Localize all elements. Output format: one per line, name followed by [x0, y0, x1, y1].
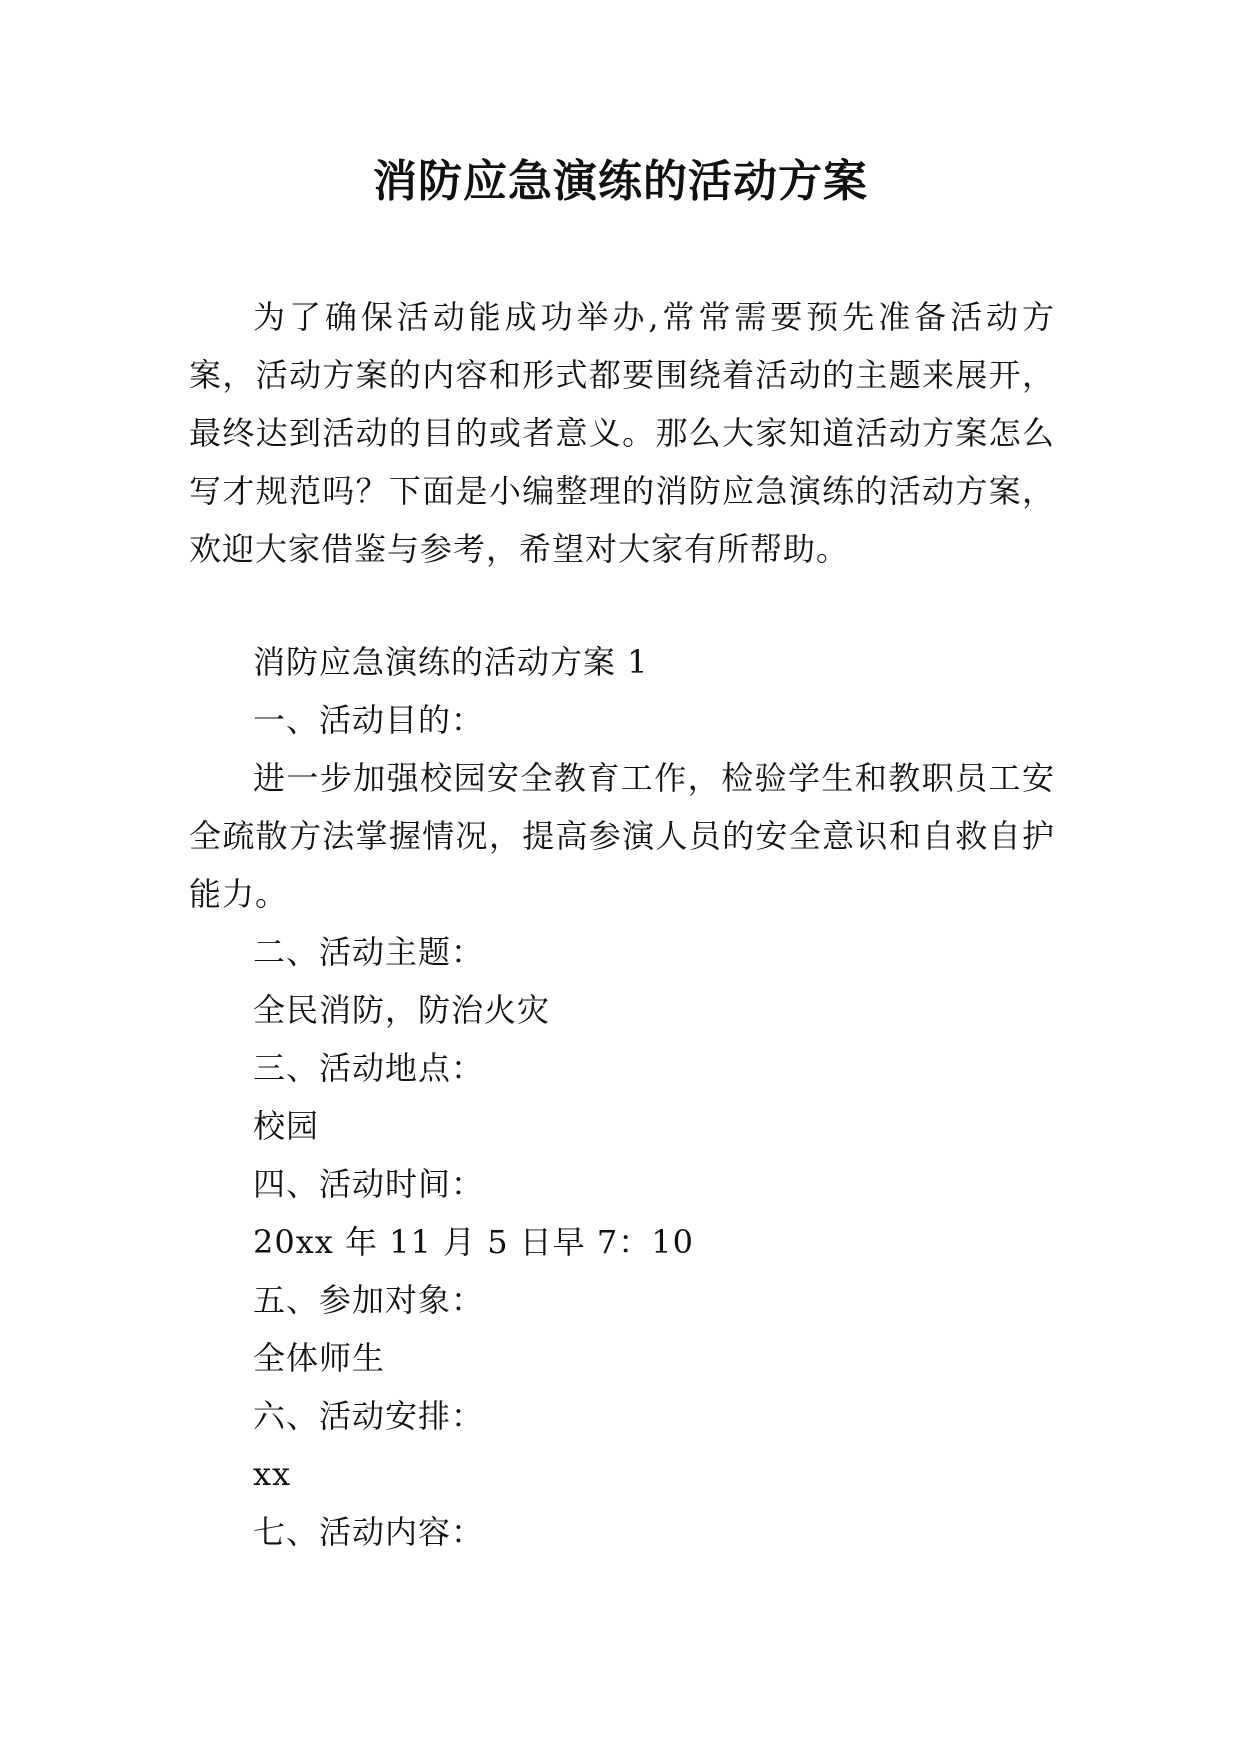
item-content-participants: 全体师生	[253, 1339, 386, 1377]
item-content-theme: 全民消防，防治火灾	[253, 991, 551, 1029]
item-label-content: 七、活动内容：	[253, 1513, 485, 1551]
item-content-location: 校园	[253, 1107, 320, 1145]
item-label-participants: 五、参加对象：	[253, 1281, 485, 1319]
item-content-arrangement: xx	[253, 1455, 292, 1493]
item-label-arrangement: 六、活动安排：	[253, 1397, 485, 1435]
item-content-time: 20xx 年 11 月 5 日早 7：10	[253, 1223, 695, 1261]
intro-paragraph: 为了确保活动能成功举办,常常需要预先准备活动方案，活动方案的内容和形式都要围绕着活动的主题来展开，最终达到活动的目的或者意义。那么大家知道活动方案怎么写才规范吗？下面是小编整理的消防应急演练的活动方案，欢迎大家借鉴与参考，希望对大家有所帮助。	[189, 298, 1055, 568]
item-label-time: 四、活动时间：	[253, 1165, 485, 1203]
item-label-theme: 二、活动主题：	[253, 933, 485, 971]
document-title: 消防应急演练的活动方案	[373, 156, 868, 207]
section-heading: 消防应急演练的活动方案 1	[253, 643, 649, 681]
section-body	[189, 633, 1055, 1561]
item-content-purpose: 进一步加强校园安全教育工作，检验学生和教职员工安全疏散方法掌握情况，提高参演人员的安全意识和自救自护能力。	[189, 759, 1055, 913]
item-label-location: 三、活动地点：	[253, 1049, 485, 1087]
item-label-purpose: 一、活动目的：	[253, 701, 485, 739]
